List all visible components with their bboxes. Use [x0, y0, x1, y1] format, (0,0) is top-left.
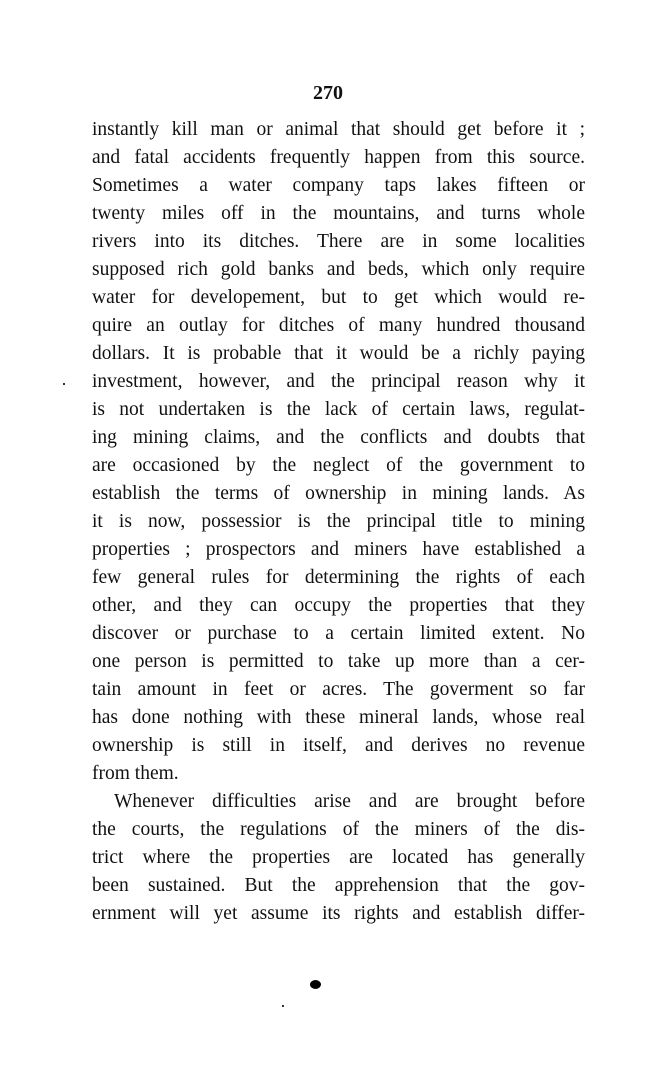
ink-blot — [310, 980, 321, 989]
text-line: properties ; prospectors and miners have established a — [92, 539, 585, 560]
text-line: twenty miles off in the mountains, and turns whole — [92, 203, 585, 224]
page-number — [0, 82, 664, 105]
text-line: been sustained. But the apprehension that the gov- — [92, 875, 585, 896]
text-line: Sometimes a water company taps lakes fifteen or — [92, 175, 585, 196]
text-line: one person is permitted to take up more than a cer- — [92, 651, 585, 672]
text-line: other, and they can occupy the properties that they — [92, 595, 585, 616]
text-line: ownership is still in itself, and derives no revenue — [92, 735, 585, 756]
text-line: supposed rich gold banks and beds, which only require — [92, 259, 585, 280]
text-line: has done nothing with these mineral lands, whose real — [92, 707, 585, 728]
text-line: trict where the properties are located has generally — [92, 847, 585, 868]
text-line: investment, however, and the principal reason why it — [92, 371, 585, 392]
text-line: rivers into its ditches. There are in some localities — [92, 231, 585, 252]
text-line: and fatal accidents frequently happen from this source. — [92, 147, 585, 168]
text-line: establish the terms of ownership in mining lands. As — [92, 483, 585, 504]
text-line: few general rules for determining the rights of each — [92, 567, 585, 588]
text-line: ernment will yet assume its rights and establish differ- — [92, 903, 585, 924]
text-line: ing mining claims, and the conflicts and doubts that — [92, 427, 585, 448]
text-line: quire an outlay for ditches of many hundred thousand — [92, 315, 585, 336]
body-text — [92, 116, 585, 928]
text-line: from them. — [92, 763, 179, 784]
text-line: tain amount in feet or acres. The goverment so far — [92, 679, 585, 700]
text-line: the courts, the regulations of the miners of the dis- — [92, 819, 585, 840]
text-line: instantly kill man or animal that should get before it ; — [92, 119, 585, 140]
ink-speck — [282, 1005, 284, 1007]
ink-speck — [63, 383, 65, 385]
text-line: are occasioned by the neglect of the government to — [92, 455, 585, 476]
text-line: Whenever difficulties arise and are brought before — [114, 791, 585, 812]
text-line: discover or purchase to a certain limited extent. No — [92, 623, 585, 644]
text-line: dollars. It is probable that it would be a richly paying — [92, 343, 585, 364]
page-number-text: 270 — [313, 82, 343, 104]
text-line: it is now, possessior is the principal title to mining — [92, 511, 585, 532]
text-line: is not undertaken is the lack of certain laws, regulat- — [92, 399, 585, 420]
text-line: water for developement, but to get which would re- — [92, 287, 585, 308]
